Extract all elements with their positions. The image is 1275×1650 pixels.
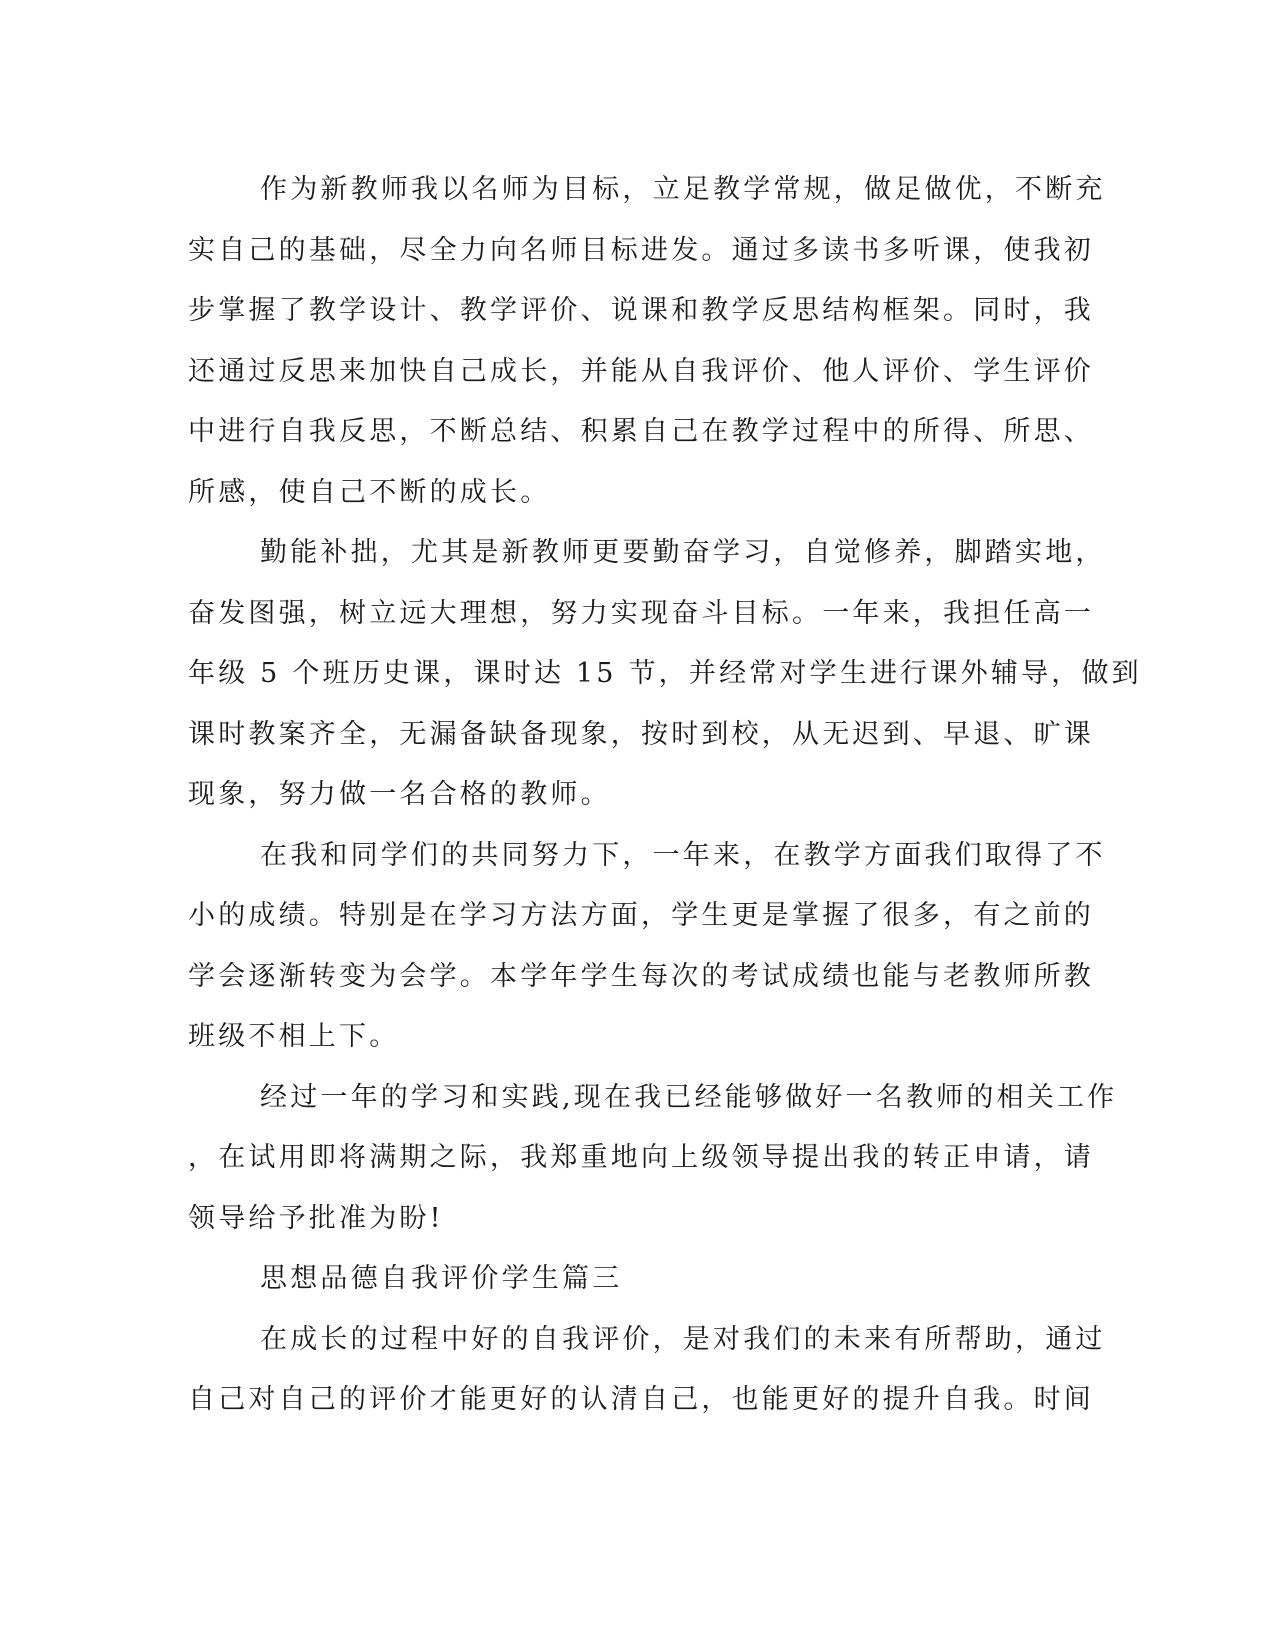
paragraph-line: 在我和同学们的共同努力下，一年来，在教学方面我们取得了不 (260, 839, 1106, 871)
paragraph-line: 经过一年的学习和实践,现在我已经能够做好一名教师的相关工作 (260, 1081, 1118, 1113)
paragraph-line: 班级不相上下。 (188, 1021, 400, 1052)
paragraph-line: 学会逐渐转变为会学。本学年学生每次的考试成绩也能与老教师所教 (188, 960, 1094, 992)
paragraph-3 (188, 826, 1106, 1068)
paragraph-line: 在成长的过程中好的自我评价，是对我们的未来有所帮助，通过 (260, 1323, 1106, 1355)
paragraph-line: 作为新教师我以名师为目标，立足教学常规，做足做优，不断充 (260, 174, 1106, 205)
paragraph-line: 勤能补拙，尤其是新教师更要勤奋学习，自觉修养，脚踏实地， (260, 537, 1106, 568)
document-body (188, 160, 1142, 1431)
paragraph-line: 现象，努力做一名合格的教师。 (188, 779, 611, 810)
paragraph-line: 中进行自我反思，不断总结、积累自己在教学过程中的所得、所思、 (188, 416, 1094, 447)
paragraph-line: 自己对自己的评价才能更好的认清自己，也能更好的提升自我。时间 (188, 1384, 1094, 1415)
paragraph-line: 实自己的基础，尽全力向名师目标进发。通过多读书多听课，使我初 (188, 234, 1094, 266)
paragraph-4 (188, 1068, 1118, 1250)
paragraph-line: ，在试用即将满期之际，我郑重地向上级领导提出我的转正申请，请 (188, 1142, 1094, 1173)
paragraph-line: 课时教案齐全，无漏备缺备现象，按时到校，从无迟到、早退、旷课 (188, 718, 1094, 750)
paragraph-line: 小的成绩。特别是在学习方法方面，学生更是掌握了很多，有之前的 (188, 900, 1094, 931)
paragraph-line: 所感，使自己不断的成长。 (188, 476, 551, 508)
paragraph-line: 年级 5 个班历史课，课时达 15 节，并经常对学生进行课外辅导，做到 (188, 658, 1142, 689)
paragraph-2 (188, 523, 1142, 826)
paragraph-line: 奋发图强，树立远大理想，努力实现奋斗目标。一年来，我担任高一 (188, 597, 1094, 629)
section-heading-block (188, 1249, 1078, 1310)
paragraph-1 (188, 160, 1106, 523)
section-heading: 思想品德自我评价学生篇三 (260, 1263, 623, 1294)
paragraph-line: 步掌握了教学设计、教学评价、说课和教学反思结构框架。同时，我 (188, 295, 1094, 326)
paragraph-5 (188, 1310, 1106, 1431)
paragraph-line: 还通过反思来加快自己成长，并能从自我评价、他人评价、学生评价 (188, 355, 1094, 387)
paragraph-line: 领导给予批准为盼! (188, 1202, 444, 1234)
